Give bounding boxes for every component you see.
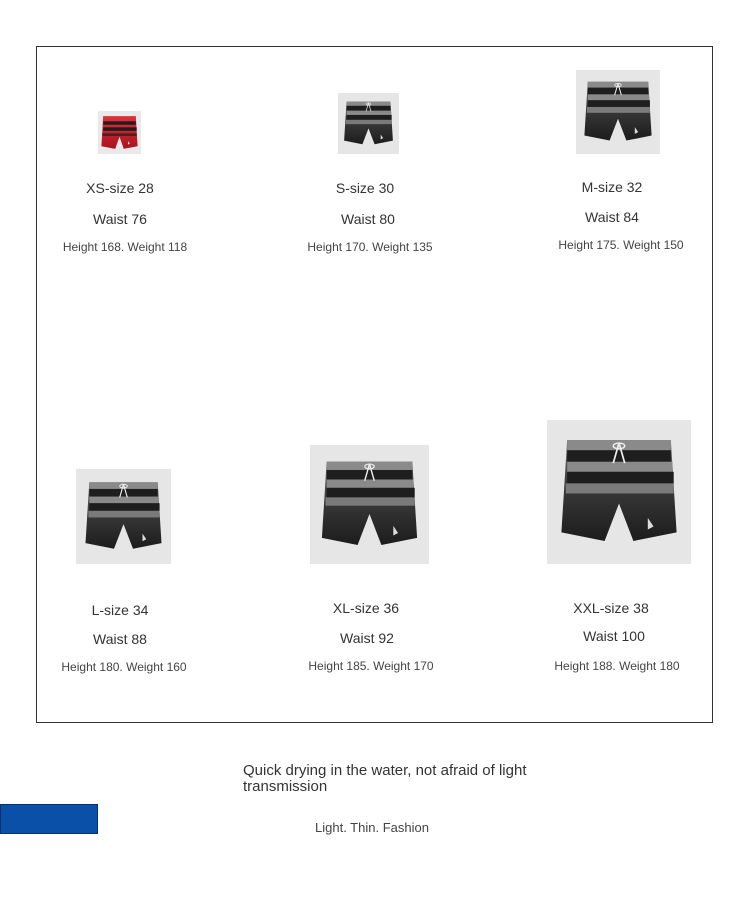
waist-label-s: Waist 80 [341, 211, 395, 227]
height-weight-label-s: Height 170. Weight 135 [307, 240, 433, 254]
size-label-xs: XS-size 28 [86, 180, 154, 196]
shorts-image-xs [98, 111, 141, 154]
subline-text: Light. Thin. Fashion [315, 820, 429, 835]
shorts-image-l [76, 469, 171, 564]
shorts-image-xxl [547, 420, 691, 564]
tagline-text: Quick drying in the water, not afraid of light transmission [243, 762, 527, 795]
shorts-image-xl [310, 445, 429, 564]
size-label-m: M-size 32 [581, 179, 643, 195]
height-weight-label-xs: Height 168. Weight 118 [62, 240, 188, 254]
waist-label-l: Waist 88 [93, 631, 147, 647]
height-weight-label-xxl: Height 188. Weight 180 [554, 659, 680, 673]
size-label-xxl: XXL-size 38 [573, 600, 649, 616]
waist-label-xl: Waist 92 [340, 630, 394, 646]
height-weight-label-m: Height 175. Weight 150 [558, 238, 684, 252]
waist-label-m: Waist 84 [585, 209, 639, 225]
waist-label-xxl: Waist 100 [583, 628, 645, 644]
shorts-image-m [576, 70, 660, 154]
shorts-image-s [338, 93, 399, 154]
accent-bar [0, 804, 98, 834]
height-weight-label-xl: Height 185. Weight 170 [308, 659, 434, 673]
waist-label-xs: Waist 76 [93, 211, 147, 227]
size-label-s: S-size 30 [335, 180, 395, 196]
height-weight-label-l: Height 180. Weight 160 [61, 660, 187, 674]
size-label-xl: XL-size 36 [332, 600, 400, 616]
size-label-l: L-size 34 [91, 602, 149, 618]
